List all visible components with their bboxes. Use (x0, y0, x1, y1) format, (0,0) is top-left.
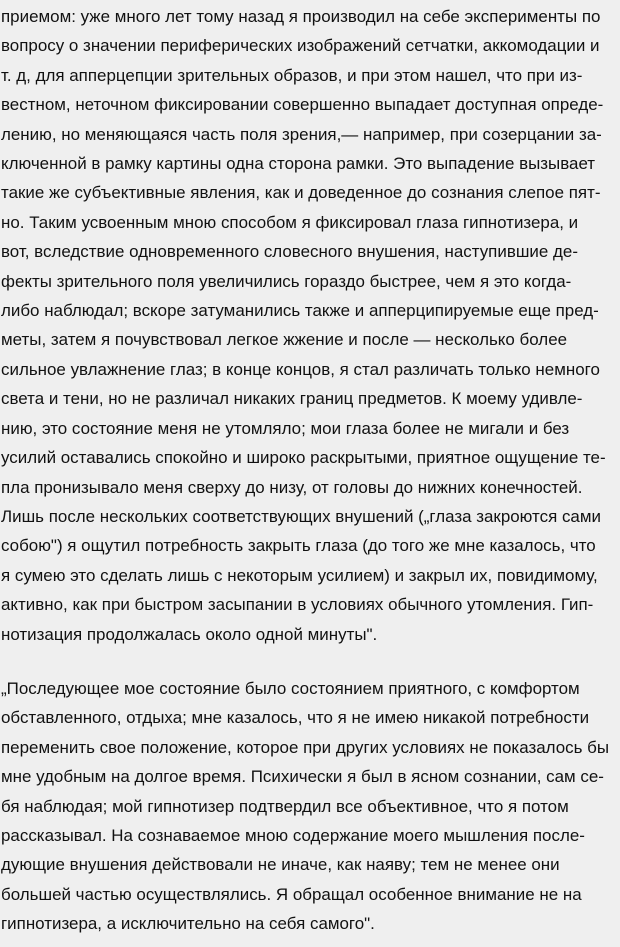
text-line: вопросу о значении периферических изображений сетчатки, аккомодации и (1, 36, 600, 56)
paragraph-1 (1, 2, 620, 649)
text-line: я сумею это сделать лишь с некоторым усилием) и закрыл их, повидимому, (1, 565, 598, 585)
text-line: меты, затем я почувствовал легкое жжение и после — несколько более (1, 330, 568, 350)
text-line: обставленного, отдыха; мне казалось, что я не имею никакой потребности (1, 708, 590, 728)
text-line: бя наблюдая; мой гипнотизер подтвердил все объективное, что я потом (1, 796, 569, 816)
text-line: сильное увлажнение глаз; в конце концов, я стал различать только немного (1, 359, 600, 379)
text-line: такие же субъективные явления, как и доведенное до сознания слепое пят- (1, 183, 601, 203)
text-line: переменить свое положение, которое при других условиях не показалось бы (1, 737, 610, 757)
text-line: пла пронизывало меня сверху до низу, от головы до нижних конечностей. (1, 477, 583, 497)
text-line: активно, как при быстром засыпании в условиях обычного утомления. Гип- (1, 595, 594, 615)
text-line: гипнотизера, а исключительно на себя самого". (1, 914, 375, 934)
text-line: дующие внушения действовали не иначе, как наяву; тем не менее они (1, 855, 560, 875)
text-line: Лишь после нескольких соответствующих внушений („глаза закроются сами (1, 506, 601, 526)
text-line: вот, вследствие одновременного словесного внушения, наступившие де- (1, 242, 578, 262)
text-line: приемом: уже много лет тому назад я производил на себе эксперименты по (1, 7, 601, 26)
text-line: т. д, для апперцепции зрительных образов, и при этом нашел, что при из- (1, 65, 583, 85)
text-line: нию, это состояние меня не утомляло; мои глаза более не мигали и без (1, 418, 570, 438)
text-line: света и тени, но не различал никаких границ предметов. К моему удивле- (1, 389, 583, 409)
text-line: собою") я ощутил потребность закрыть глаза (до того же мне казалось, что (1, 536, 596, 556)
text-line: лению, но меняющаяся часть поля зрения,— например, при созерцании за- (1, 124, 602, 144)
text-line: но. Таким усвоенным мною способом я фиксировал глаза гипнотизера, и (1, 212, 579, 232)
paragraph-2 (1, 674, 620, 939)
text-line: либо наблюдал; вскоре затуманились также и апперципируемые еще пред- (1, 301, 599, 321)
text-line: фекты зрительного поля увеличились гораздо быстрее, чем я это когда- (1, 271, 572, 291)
text-line: ключенной в рамку картины одна сторона рамки. Это выпадение вызывает (1, 154, 596, 174)
text-line: нотизация продолжалась около одной минуты". (1, 624, 378, 644)
text-line: вестном, неточном фиксировании совершенно выпадает доступная опреде- (1, 95, 604, 115)
text-line: „Последующее мое состояние было состоянием приятного, с комфортом (1, 679, 580, 698)
text-line: большей частью осуществлялись. Я обращал особенное внимание не на (1, 884, 582, 904)
text-line: рассказывал. На сознаваемое мною содержание моего мышления после- (1, 826, 585, 846)
text-line: мне удобным на долгое время. Психически я был в ясном сознании, сам се- (1, 767, 604, 787)
text-line: усилий оставались спокойно и широко раскрытыми, приятное ощущение те- (1, 448, 606, 468)
